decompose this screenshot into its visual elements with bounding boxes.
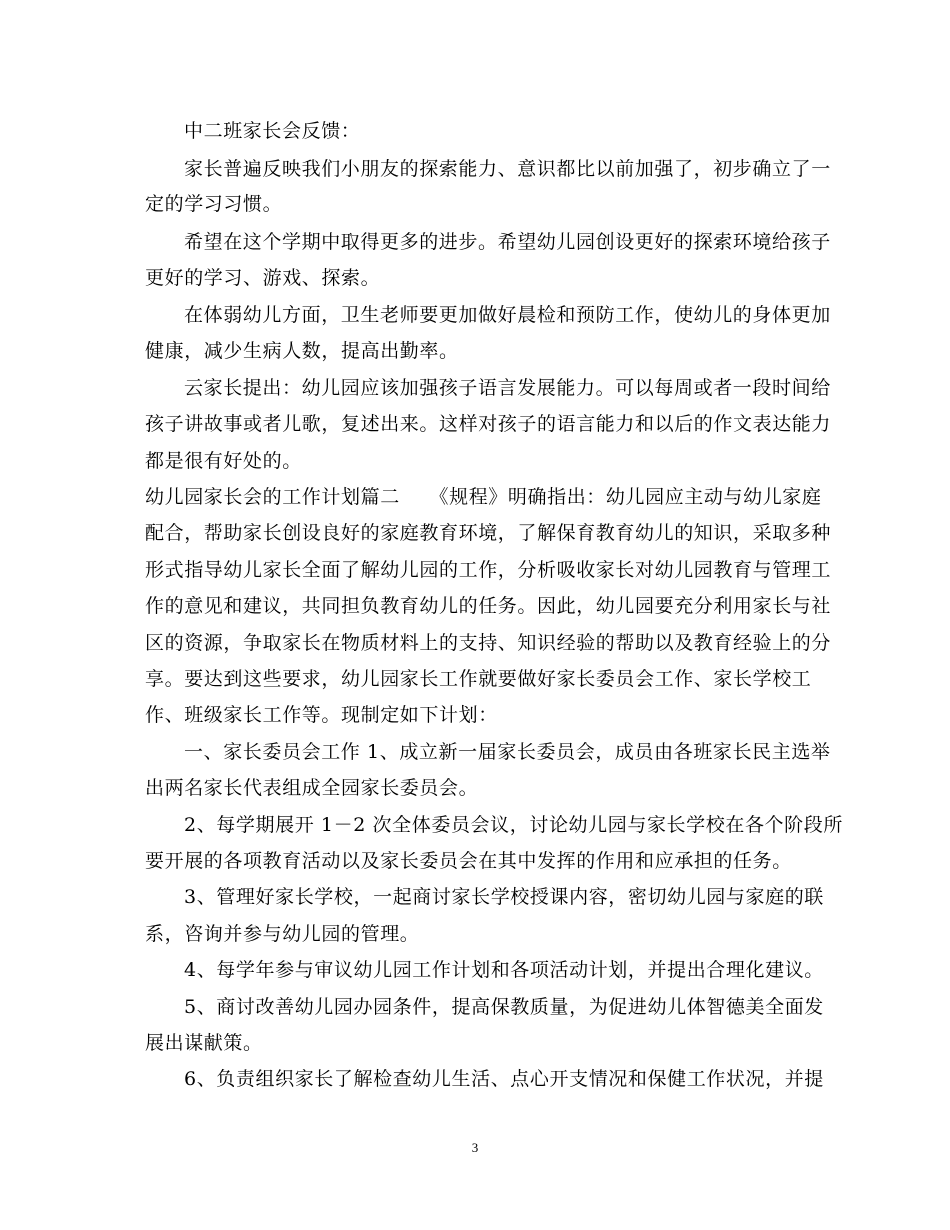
text-line: 系，咨询并参与幼儿园的管理。: [145, 923, 420, 945]
text-line: 中二班家长会反馈：: [184, 120, 361, 142]
text-line: 配合，帮助家长创设良好的家庭教育环境，了解保育教育幼儿的知识，采取多种: [145, 522, 832, 544]
text-line: 作的意见和建议，共同担负教育幼儿的任务。因此，幼儿园要充分利用家长与社: [145, 595, 832, 617]
page-number: 3: [471, 1140, 479, 1155]
text-line: 4、每学年参与审议幼儿园工作计划和各项活动计划，并提出合理化建议。: [184, 959, 824, 981]
text-line: 展出谋献策。: [145, 1032, 263, 1054]
text-line: 2、每学期展开 1－2 次全体委员会议，讨论幼儿园与家长学校在各个阶段所: [184, 814, 843, 836]
text-line: 希望在这个学期中取得更多的进步。希望幼儿园创设更好的探索环境给孩子: [184, 231, 831, 253]
text-line: 享。要达到这些要求，幼儿园家长工作就要做好家长委员会工作、家长学校工: [145, 668, 812, 690]
text-line: 定的学习习惯。: [145, 193, 283, 215]
text-line: 孩子讲故事或者儿歌，复述出来。这样对孩子的语言能力和以后的作文表达能力: [145, 413, 832, 435]
section-heading: 幼儿园家长会的工作计划篇二 《规程》明确指出：幼儿园应主动与幼儿家庭: [145, 486, 822, 508]
text-line: 家长普遍反映我们小朋友的探索能力、意识都比以前加强了，初步确立了一: [184, 158, 831, 180]
text-line: 一、家长委员会工作 1、成立新一届家长委员会，成员由各班家长民主选举: [184, 741, 831, 763]
text-line: 更好的学习、游戏、探索。: [145, 267, 381, 289]
text-line: 6、负责组织家长了解检查幼儿生活、点心开支情况和保健工作状况，并提: [184, 1068, 824, 1090]
text-line: 3、管理好家长学校，一起商讨家长学校授课内容，密切幼儿园与家庭的联: [184, 886, 824, 908]
text-line: 5、商讨改善幼儿园办园条件，提高保教质量，为促进幼儿体智德美全面发: [184, 996, 824, 1018]
text-line: 形式指导幼儿家长全面了解幼儿园的工作，分析吸收家长对幼儿园教育与管理工: [145, 559, 832, 581]
text-line: 要开展的各项教育活动以及家长委员会在其中发挥的作用和应承担的任务。: [145, 850, 792, 872]
text-line: 云家长提出：幼儿园应该加强孩子语言发展能力。可以每周或者一段时间给: [184, 377, 831, 399]
text-line: 在体弱幼儿方面，卫生老师要更加做好晨检和预防工作，使幼儿的身体更加: [184, 304, 831, 326]
text-line: 健康，减少生病人数，提高出勤率。: [145, 340, 459, 362]
text-line: 区的资源，争取家长在物质材料上的支持、知识经验的帮助以及教育经验上的分: [145, 632, 832, 654]
text-line: 都是很有好处的。: [145, 450, 302, 472]
text-line: 出两名家长代表组成全园家长委员会。: [145, 777, 479, 799]
text-line: 作、班级家长工作等。现制定如下计划：: [145, 704, 498, 726]
